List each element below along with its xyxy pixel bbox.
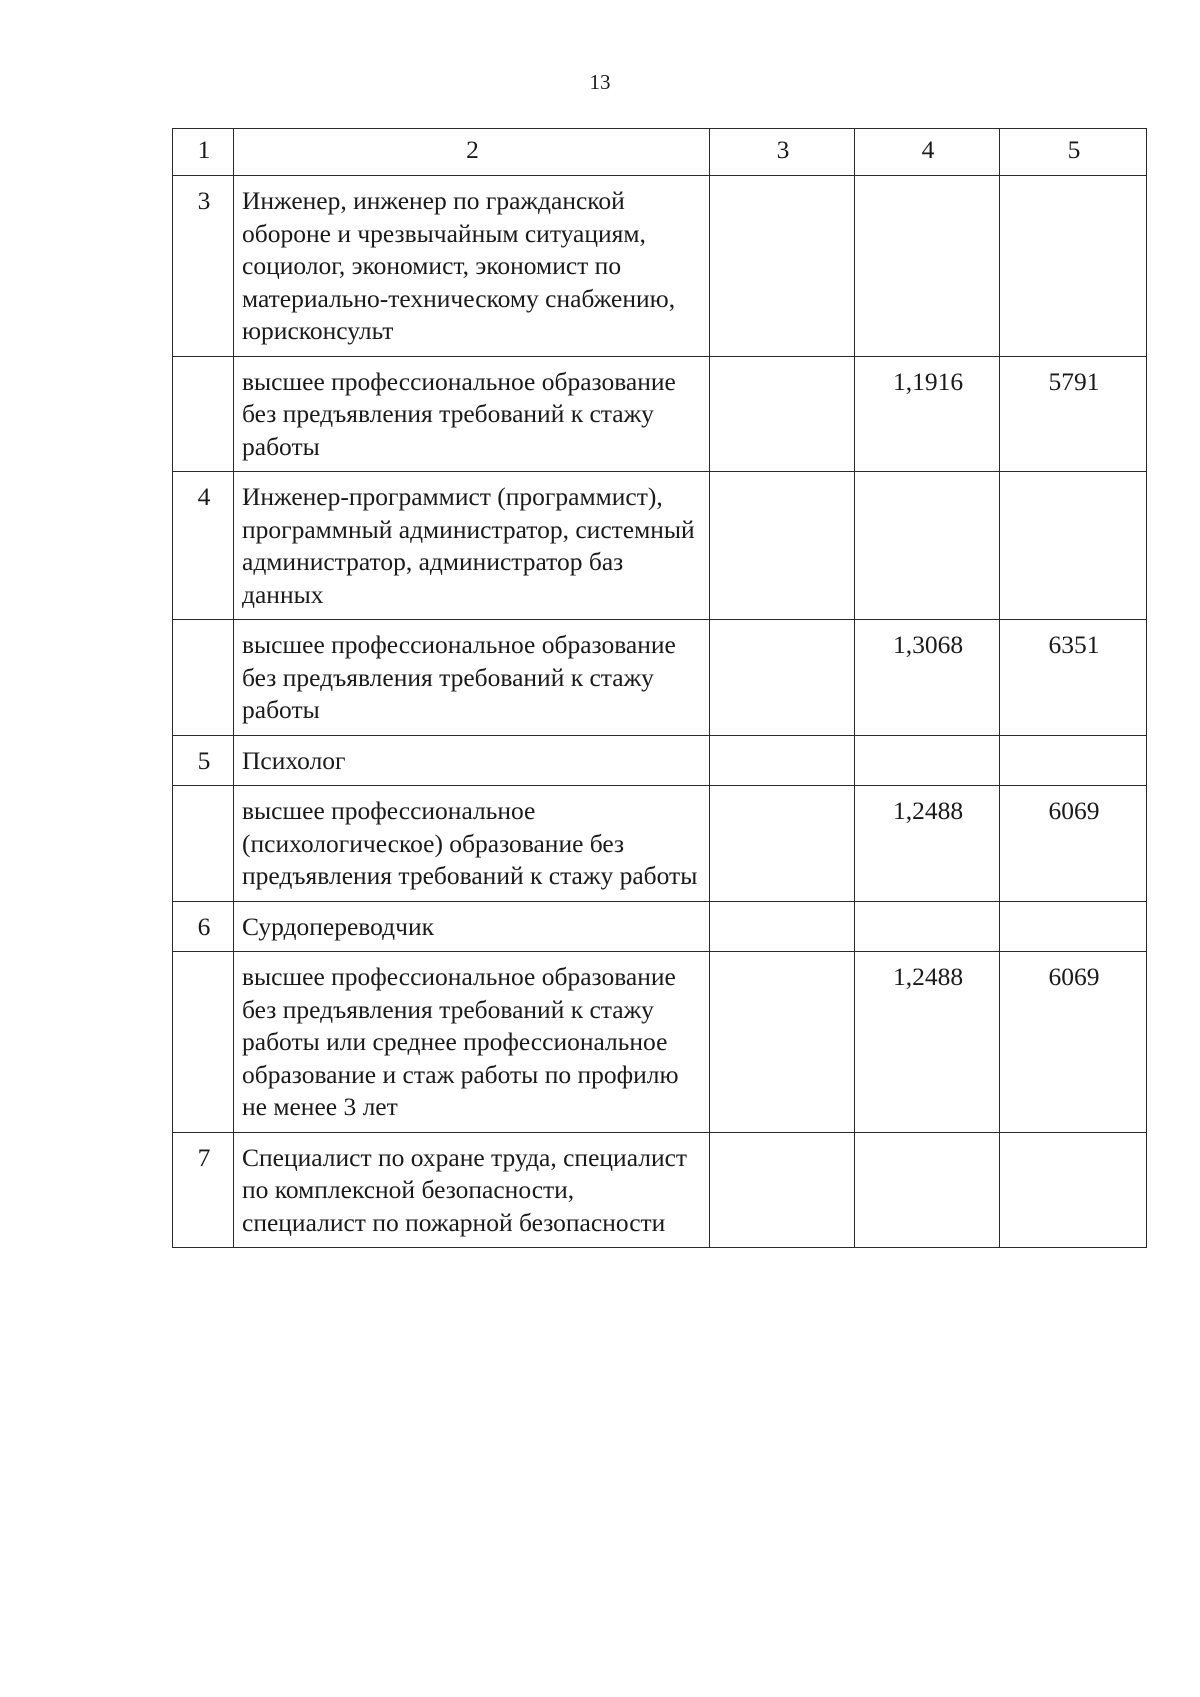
header-cell-5: 5: [1000, 129, 1147, 176]
position-title: Инженер-программист (программист), программный администратор, системный администратор, администратор баз данных: [234, 472, 710, 620]
col3-cell: [710, 735, 855, 786]
coefficient-cell: 1,2488: [855, 786, 1000, 902]
table-row: [173, 356, 1147, 472]
position-title: Сурдопереводчик: [234, 901, 710, 952]
header-cell-2: 2: [234, 129, 710, 176]
coefficient-cell: [855, 176, 1000, 357]
row-number: [173, 786, 234, 902]
salary-cell: 6069: [1000, 952, 1147, 1133]
table-row: [173, 952, 1147, 1133]
position-title: Инженер, инженер по гражданской обороне и чрезвычайным ситуациям, социолог, экономист, экономист по материально-техническому снабжению, юрисконсульт: [234, 176, 710, 357]
row-number: 7: [173, 1132, 234, 1248]
col3-cell: [710, 472, 855, 620]
salary-cell: [1000, 176, 1147, 357]
coefficient-cell: [855, 472, 1000, 620]
table-row: [173, 1132, 1147, 1248]
row-number: 5: [173, 735, 234, 786]
qualification-requirement: высшее профессиональное образование без предъявления требований к стажу работы: [234, 356, 710, 472]
salary-cell: 6351: [1000, 620, 1147, 736]
table-row: [173, 472, 1147, 620]
coefficient-cell: [855, 735, 1000, 786]
row-number: 6: [173, 901, 234, 952]
table-row: [173, 735, 1147, 786]
table-row: [173, 176, 1147, 357]
coefficient-cell: 1,3068: [855, 620, 1000, 736]
row-number: [173, 620, 234, 736]
qualification-table: [172, 128, 1147, 1248]
col3-cell: [710, 1132, 855, 1248]
row-number: [173, 952, 234, 1133]
salary-cell: [1000, 1132, 1147, 1248]
position-title: Специалист по охране труда, специалист по комплексной безопасности, специалист по пожарной безопасности: [234, 1132, 710, 1248]
salary-cell: 5791: [1000, 356, 1147, 472]
qualification-requirement: высшее профессиональное образование без предъявления требований к стажу работы: [234, 620, 710, 736]
col3-cell: [710, 786, 855, 902]
row-number: [173, 356, 234, 472]
qualification-requirement: высшее профессиональное (психологическое) образование без предъявления требований к стажу работы: [234, 786, 710, 902]
coefficient-cell: [855, 901, 1000, 952]
header-cell-4: 4: [855, 129, 1000, 176]
salary-cell: 6069: [1000, 786, 1147, 902]
qualification-requirement: высшее профессиональное образование без предъявления требований к стажу работы или среднее профессиональное образование и стаж работы по профилю не менее 3 лет: [234, 952, 710, 1133]
position-title: Психолог: [234, 735, 710, 786]
col3-cell: [710, 901, 855, 952]
col3-cell: [710, 356, 855, 472]
coefficient-cell: 1,2488: [855, 952, 1000, 1133]
col3-cell: [710, 620, 855, 736]
table-row: [173, 620, 1147, 736]
salary-cell: [1000, 472, 1147, 620]
row-number: 4: [173, 472, 234, 620]
table-header-row: [173, 129, 1147, 176]
header-cell-3: 3: [710, 129, 855, 176]
col3-cell: [710, 176, 855, 357]
header-cell-1: 1: [173, 129, 234, 176]
page-number: 13: [589, 70, 611, 94]
salary-cell: [1000, 901, 1147, 952]
coefficient-cell: [855, 1132, 1000, 1248]
coefficient-cell: 1,1916: [855, 356, 1000, 472]
salary-cell: [1000, 735, 1147, 786]
table-row: [173, 786, 1147, 902]
col3-cell: [710, 952, 855, 1133]
row-number: 3: [173, 176, 234, 357]
table-row: [173, 901, 1147, 952]
